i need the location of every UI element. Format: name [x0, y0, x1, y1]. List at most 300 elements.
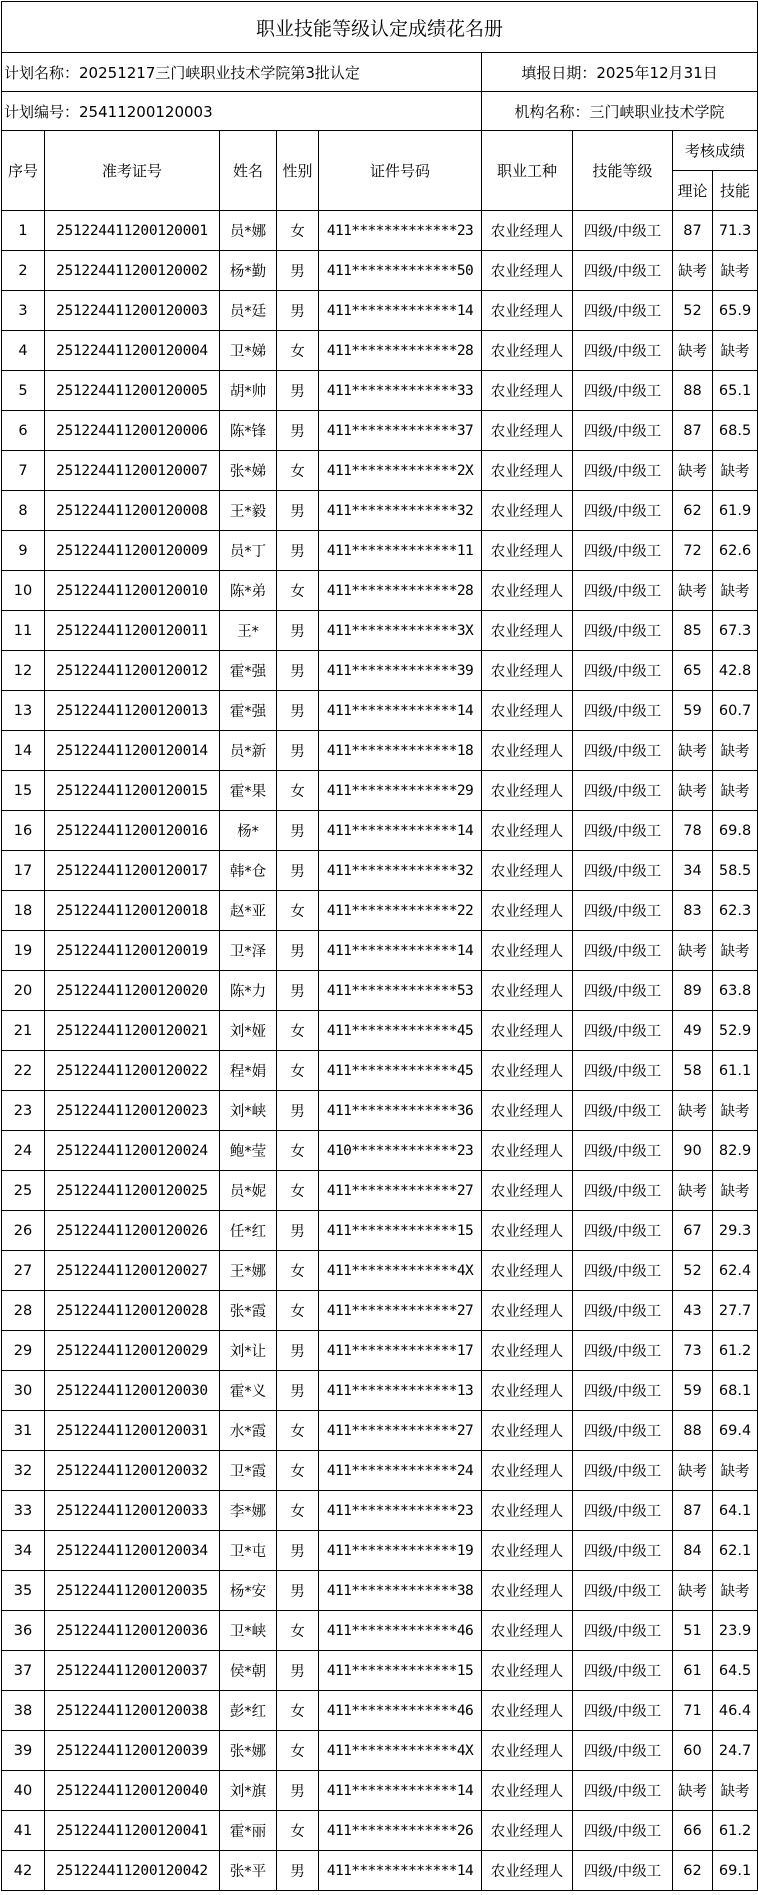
table-row	[2, 371, 758, 411]
cell-name: 程*娟	[220, 1051, 277, 1091]
cell-cert: 411*************32	[319, 851, 482, 891]
cell-gender: 女	[277, 1611, 319, 1651]
table-row	[2, 1051, 758, 1091]
table-row	[2, 1331, 758, 1371]
cell-level: 四级/中级工	[573, 491, 673, 531]
cell-cert: 411*************4X	[319, 1251, 482, 1291]
cell-theory: 89	[673, 971, 713, 1011]
cell-skill: 缺考	[713, 451, 758, 491]
cell-seq: 18	[2, 891, 45, 931]
cell-ticket: 251224411200120002	[45, 251, 220, 291]
table-row	[2, 1811, 758, 1851]
cell-skill: 71.3	[713, 211, 758, 251]
cell-seq: 35	[2, 1571, 45, 1611]
cell-seq: 14	[2, 731, 45, 771]
cell-gender: 男	[277, 931, 319, 971]
cell-skill: 缺考	[713, 1571, 758, 1611]
cell-theory: 缺考	[673, 1771, 713, 1811]
table-row	[2, 1411, 758, 1451]
cell-name: 彭*红	[220, 1691, 277, 1731]
table-row	[2, 1251, 758, 1291]
cell-ticket: 251224411200120016	[45, 811, 220, 851]
cell-level: 四级/中级工	[573, 931, 673, 971]
table-row	[2, 331, 758, 371]
cell-cert: 411*************39	[319, 651, 482, 691]
cell-ticket: 251224411200120010	[45, 571, 220, 611]
cell-occupation: 农业经理人	[482, 1691, 573, 1731]
cell-level: 四级/中级工	[573, 611, 673, 651]
cell-skill: 缺考	[713, 1451, 758, 1491]
cell-theory: 78	[673, 811, 713, 851]
table-row	[2, 1011, 758, 1051]
cell-level: 四级/中级工	[573, 291, 673, 331]
cell-name: 刘*峡	[220, 1091, 277, 1131]
cell-gender: 男	[277, 1771, 319, 1811]
cell-level: 四级/中级工	[573, 251, 673, 291]
table-row	[2, 811, 758, 851]
cell-name: 任*红	[220, 1211, 277, 1251]
table-row	[2, 411, 758, 451]
cell-skill: 68.1	[713, 1371, 758, 1411]
cell-ticket: 251224411200120001	[45, 211, 220, 251]
cell-seq: 42	[2, 1851, 45, 1891]
cell-seq: 22	[2, 1051, 45, 1091]
cell-occupation: 农业经理人	[482, 1331, 573, 1371]
cell-ticket: 251224411200120003	[45, 291, 220, 331]
plan-name-label: 计划名称：	[4, 63, 80, 82]
cell-level: 四级/中级工	[573, 651, 673, 691]
cell-name: 霍*果	[220, 771, 277, 811]
table-row	[2, 571, 758, 611]
cell-theory: 59	[673, 691, 713, 731]
header-gender: 性别	[277, 131, 319, 211]
cell-skill: 61.1	[713, 1051, 758, 1091]
cell-theory: 71	[673, 1691, 713, 1731]
cell-occupation: 农业经理人	[482, 451, 573, 491]
table-row	[2, 251, 758, 291]
cell-name: 霍*强	[220, 691, 277, 731]
header-score-group: 考核成绩	[673, 131, 758, 171]
cell-skill: 缺考	[713, 731, 758, 771]
header-level: 技能等级	[573, 131, 673, 211]
cell-occupation: 农业经理人	[482, 811, 573, 851]
cell-seq: 41	[2, 1811, 45, 1851]
cell-name: 赵*亚	[220, 891, 277, 931]
cell-gender: 女	[277, 1251, 319, 1291]
cell-ticket: 251224411200120006	[45, 411, 220, 451]
cell-cert: 411*************15	[319, 1651, 482, 1691]
cell-level: 四级/中级工	[573, 771, 673, 811]
cell-gender: 女	[277, 331, 319, 371]
cell-occupation: 农业经理人	[482, 1411, 573, 1451]
cell-seq: 2	[2, 251, 45, 291]
cell-seq: 4	[2, 331, 45, 371]
table-row	[2, 451, 758, 491]
cell-theory: 缺考	[673, 771, 713, 811]
table-row	[2, 1851, 758, 1891]
cell-occupation: 农业经理人	[482, 891, 573, 931]
cell-name: 陈*弟	[220, 571, 277, 611]
cell-gender: 男	[277, 1331, 319, 1371]
cell-name: 员*廷	[220, 291, 277, 331]
cell-level: 四级/中级工	[573, 1851, 673, 1891]
cell-gender: 男	[277, 691, 319, 731]
cell-theory: 缺考	[673, 1451, 713, 1491]
cell-occupation: 农业经理人	[482, 1531, 573, 1571]
cell-cert: 411*************23	[319, 211, 482, 251]
table-row	[2, 971, 758, 1011]
cell-ticket: 251224411200120028	[45, 1291, 220, 1331]
cell-skill: 67.3	[713, 611, 758, 651]
table-row	[2, 1451, 758, 1491]
cell-cert: 411*************27	[319, 1171, 482, 1211]
cell-cert: 411*************19	[319, 1531, 482, 1571]
cell-name: 张*娣	[220, 451, 277, 491]
cell-occupation: 农业经理人	[482, 1291, 573, 1331]
cell-name: 霍*强	[220, 651, 277, 691]
fill-date-cell	[482, 53, 758, 92]
cell-cert: 411*************15	[319, 1211, 482, 1251]
cell-level: 四级/中级工	[573, 1771, 673, 1811]
cell-occupation: 农业经理人	[482, 1451, 573, 1491]
cell-theory: 88	[673, 1411, 713, 1451]
cell-ticket: 251224411200120037	[45, 1651, 220, 1691]
cell-name: 员*丁	[220, 531, 277, 571]
cell-level: 四级/中级工	[573, 211, 673, 251]
cell-ticket: 251224411200120014	[45, 731, 220, 771]
cell-name: 卫*峡	[220, 1611, 277, 1651]
cell-skill: 缺考	[713, 931, 758, 971]
table-row	[2, 1651, 758, 1691]
cell-seq: 21	[2, 1011, 45, 1051]
cell-skill: 42.8	[713, 651, 758, 691]
cell-name: 张*娜	[220, 1731, 277, 1771]
cell-level: 四级/中级工	[573, 1651, 673, 1691]
cell-cert: 411*************22	[319, 891, 482, 931]
cell-gender: 女	[277, 1731, 319, 1771]
cell-seq: 25	[2, 1171, 45, 1211]
cell-gender: 男	[277, 1851, 319, 1891]
cell-seq: 11	[2, 611, 45, 651]
cell-name: 王*娜	[220, 1251, 277, 1291]
cell-cert: 411*************14	[319, 291, 482, 331]
cell-theory: 51	[673, 1611, 713, 1651]
cell-name: 杨*安	[220, 1571, 277, 1611]
cell-occupation: 农业经理人	[482, 651, 573, 691]
cell-skill: 69.4	[713, 1411, 758, 1451]
cell-theory: 84	[673, 1531, 713, 1571]
cell-level: 四级/中级工	[573, 1171, 673, 1211]
cell-name: 霍*丽	[220, 1811, 277, 1851]
cell-seq: 16	[2, 811, 45, 851]
cell-ticket: 251224411200120023	[45, 1091, 220, 1131]
cell-level: 四级/中级工	[573, 1811, 673, 1851]
cell-occupation: 农业经理人	[482, 1811, 573, 1851]
cell-skill: 缺考	[713, 251, 758, 291]
cell-level: 四级/中级工	[573, 1051, 673, 1091]
cell-seq: 32	[2, 1451, 45, 1491]
cell-theory: 62	[673, 491, 713, 531]
header-occupation: 职业工种	[482, 131, 573, 211]
table-row	[2, 1131, 758, 1171]
table-row	[2, 1491, 758, 1531]
cell-theory: 52	[673, 291, 713, 331]
cell-cert: 411*************14	[319, 1771, 482, 1811]
cell-level: 四级/中级工	[573, 371, 673, 411]
cell-occupation: 农业经理人	[482, 491, 573, 531]
cell-level: 四级/中级工	[573, 531, 673, 571]
cell-occupation: 农业经理人	[482, 531, 573, 571]
cell-gender: 男	[277, 731, 319, 771]
cell-occupation: 农业经理人	[482, 1251, 573, 1291]
table-row	[2, 491, 758, 531]
cell-seq: 40	[2, 1771, 45, 1811]
cell-occupation: 农业经理人	[482, 371, 573, 411]
cell-name: 卫*屯	[220, 1531, 277, 1571]
cell-seq: 30	[2, 1371, 45, 1411]
cell-seq: 13	[2, 691, 45, 731]
cell-cert: 411*************14	[319, 691, 482, 731]
cell-cert: 411*************14	[319, 931, 482, 971]
cell-seq: 28	[2, 1291, 45, 1331]
cell-theory: 49	[673, 1011, 713, 1051]
cell-seq: 29	[2, 1331, 45, 1371]
cell-occupation: 农业经理人	[482, 1571, 573, 1611]
cell-cert: 411*************53	[319, 971, 482, 1011]
cell-cert: 411*************28	[319, 331, 482, 371]
table-row	[2, 931, 758, 971]
cell-theory: 73	[673, 1331, 713, 1371]
cell-skill: 缺考	[713, 771, 758, 811]
cell-gender: 女	[277, 451, 319, 491]
table-row	[2, 611, 758, 651]
table-row	[2, 1171, 758, 1211]
cell-occupation: 农业经理人	[482, 1131, 573, 1171]
plan-no-label: 计划编号：	[4, 102, 80, 121]
cell-ticket: 251224411200120017	[45, 851, 220, 891]
cell-occupation: 农业经理人	[482, 1731, 573, 1771]
cell-skill: 缺考	[713, 1171, 758, 1211]
cell-level: 四级/中级工	[573, 1211, 673, 1251]
cell-theory: 61	[673, 1651, 713, 1691]
plan-name-value: 20251217三门峡职业技术学院第3批认定	[79, 63, 360, 82]
cell-theory: 66	[673, 1811, 713, 1851]
cell-name: 卫*霞	[220, 1451, 277, 1491]
cell-cert: 411*************50	[319, 251, 482, 291]
cell-ticket: 251224411200120027	[45, 1251, 220, 1291]
cell-ticket: 251224411200120012	[45, 651, 220, 691]
cell-gender: 男	[277, 611, 319, 651]
cell-gender: 男	[277, 971, 319, 1011]
cell-skill: 64.5	[713, 1651, 758, 1691]
cell-theory: 90	[673, 1131, 713, 1171]
table-row	[2, 1291, 758, 1331]
cell-seq: 9	[2, 531, 45, 571]
cell-theory: 88	[673, 371, 713, 411]
cell-ticket: 251224411200120009	[45, 531, 220, 571]
cell-level: 四级/中级工	[573, 971, 673, 1011]
cell-skill: 缺考	[713, 1771, 758, 1811]
plan-no-cell	[2, 92, 482, 131]
cell-seq: 37	[2, 1651, 45, 1691]
cell-level: 四级/中级工	[573, 1331, 673, 1371]
cell-level: 四级/中级工	[573, 571, 673, 611]
cell-name: 员*娜	[220, 211, 277, 251]
cell-seq: 6	[2, 411, 45, 451]
cell-occupation: 农业经理人	[482, 611, 573, 651]
cell-cert: 411*************38	[319, 1571, 482, 1611]
cell-name: 杨*	[220, 811, 277, 851]
cell-occupation: 农业经理人	[482, 691, 573, 731]
cell-level: 四级/中级工	[573, 1131, 673, 1171]
cell-skill: 61.2	[713, 1811, 758, 1851]
cell-ticket: 251224411200120032	[45, 1451, 220, 1491]
cell-theory: 65	[673, 651, 713, 691]
cell-level: 四级/中级工	[573, 1731, 673, 1771]
cell-gender: 男	[277, 1371, 319, 1411]
cell-cert: 411*************13	[319, 1371, 482, 1411]
cell-gender: 男	[277, 1211, 319, 1251]
cell-name: 杨*勤	[220, 251, 277, 291]
cell-occupation: 农业经理人	[482, 731, 573, 771]
cell-cert: 411*************32	[319, 491, 482, 531]
header-ticket: 准考证号	[45, 131, 220, 211]
cell-theory: 缺考	[673, 731, 713, 771]
cell-seq: 26	[2, 1211, 45, 1251]
cell-gender: 女	[277, 1451, 319, 1491]
cell-ticket: 251224411200120042	[45, 1851, 220, 1891]
fill-date-label: 填报日期：	[521, 63, 597, 82]
cell-seq: 8	[2, 491, 45, 531]
cell-skill: 46.4	[713, 1691, 758, 1731]
cell-theory: 52	[673, 1251, 713, 1291]
table-row	[2, 731, 758, 771]
cell-seq: 17	[2, 851, 45, 891]
cell-gender: 男	[277, 1571, 319, 1611]
cell-occupation: 农业经理人	[482, 1371, 573, 1411]
cell-skill: 29.3	[713, 1211, 758, 1251]
cell-theory: 87	[673, 411, 713, 451]
cell-occupation: 农业经理人	[482, 251, 573, 291]
cell-seq: 20	[2, 971, 45, 1011]
cell-seq: 39	[2, 1731, 45, 1771]
cell-name: 刘*娅	[220, 1011, 277, 1051]
cell-theory: 83	[673, 891, 713, 931]
cell-seq: 19	[2, 931, 45, 971]
table-row	[2, 531, 758, 571]
cell-gender: 女	[277, 1171, 319, 1211]
cell-ticket: 251224411200120013	[45, 691, 220, 731]
cell-occupation: 农业经理人	[482, 1851, 573, 1891]
cell-name: 员*妮	[220, 1171, 277, 1211]
cell-name: 李*娜	[220, 1491, 277, 1531]
cell-occupation: 农业经理人	[482, 851, 573, 891]
cell-gender: 女	[277, 1051, 319, 1091]
cell-gender: 女	[277, 1411, 319, 1451]
table-row	[2, 1771, 758, 1811]
cell-occupation: 农业经理人	[482, 1171, 573, 1211]
table-row	[2, 1691, 758, 1731]
cell-seq: 7	[2, 451, 45, 491]
cell-cert: 411*************3X	[319, 611, 482, 651]
cell-theory: 缺考	[673, 931, 713, 971]
cell-ticket: 251224411200120041	[45, 1811, 220, 1851]
cell-occupation: 农业经理人	[482, 1011, 573, 1051]
cell-skill: 60.7	[713, 691, 758, 731]
cell-ticket: 251224411200120033	[45, 1491, 220, 1531]
cell-gender: 女	[277, 1491, 319, 1531]
cell-theory: 72	[673, 531, 713, 571]
table-row	[2, 1611, 758, 1651]
cell-occupation: 农业经理人	[482, 1611, 573, 1651]
cell-skill: 缺考	[713, 331, 758, 371]
cell-occupation: 农业经理人	[482, 1051, 573, 1091]
cell-name: 侯*朝	[220, 1651, 277, 1691]
cell-cert: 411*************27	[319, 1291, 482, 1331]
cell-seq: 23	[2, 1091, 45, 1131]
cell-skill: 68.5	[713, 411, 758, 451]
cell-name: 陈*力	[220, 971, 277, 1011]
cell-theory: 59	[673, 1371, 713, 1411]
cell-level: 四级/中级工	[573, 891, 673, 931]
cell-gender: 女	[277, 1811, 319, 1851]
cell-name: 卫*娣	[220, 331, 277, 371]
cell-gender: 男	[277, 411, 319, 451]
cell-theory: 43	[673, 1291, 713, 1331]
cell-level: 四级/中级工	[573, 331, 673, 371]
cell-gender: 男	[277, 491, 319, 531]
cell-occupation: 农业经理人	[482, 1211, 573, 1251]
cell-skill: 23.9	[713, 1611, 758, 1651]
cell-seq: 3	[2, 291, 45, 331]
cell-ticket: 251224411200120024	[45, 1131, 220, 1171]
cell-cert: 411*************45	[319, 1051, 482, 1091]
cell-level: 四级/中级工	[573, 1411, 673, 1451]
cell-cert: 410*************23	[319, 1131, 482, 1171]
cell-gender: 女	[277, 891, 319, 931]
cell-seq: 10	[2, 571, 45, 611]
cell-level: 四级/中级工	[573, 411, 673, 451]
cell-level: 四级/中级工	[573, 1491, 673, 1531]
cell-gender: 女	[277, 1691, 319, 1731]
cell-seq: 31	[2, 1411, 45, 1451]
cell-gender: 男	[277, 531, 319, 571]
table-row	[2, 891, 758, 931]
cell-gender: 男	[277, 371, 319, 411]
cell-ticket: 251224411200120021	[45, 1011, 220, 1051]
cell-ticket: 251224411200120018	[45, 891, 220, 931]
cell-cert: 411*************46	[319, 1611, 482, 1651]
header-cert: 证件号码	[319, 131, 482, 211]
cell-seq: 12	[2, 651, 45, 691]
cell-skill: 58.5	[713, 851, 758, 891]
cell-gender: 女	[277, 1291, 319, 1331]
cell-seq: 34	[2, 1531, 45, 1571]
plan-no-value: 25411200120003	[79, 102, 213, 121]
cell-skill: 69.8	[713, 811, 758, 851]
cell-cert: 411*************46	[319, 1691, 482, 1731]
cell-skill: 缺考	[713, 1091, 758, 1131]
cell-gender: 男	[277, 251, 319, 291]
cell-cert: 411*************33	[319, 371, 482, 411]
cell-seq: 33	[2, 1491, 45, 1531]
cell-seq: 27	[2, 1251, 45, 1291]
cell-occupation: 农业经理人	[482, 1491, 573, 1531]
cell-occupation: 农业经理人	[482, 1091, 573, 1131]
cell-name: 韩*仓	[220, 851, 277, 891]
cell-level: 四级/中级工	[573, 1611, 673, 1651]
cell-cert: 411*************14	[319, 1851, 482, 1891]
